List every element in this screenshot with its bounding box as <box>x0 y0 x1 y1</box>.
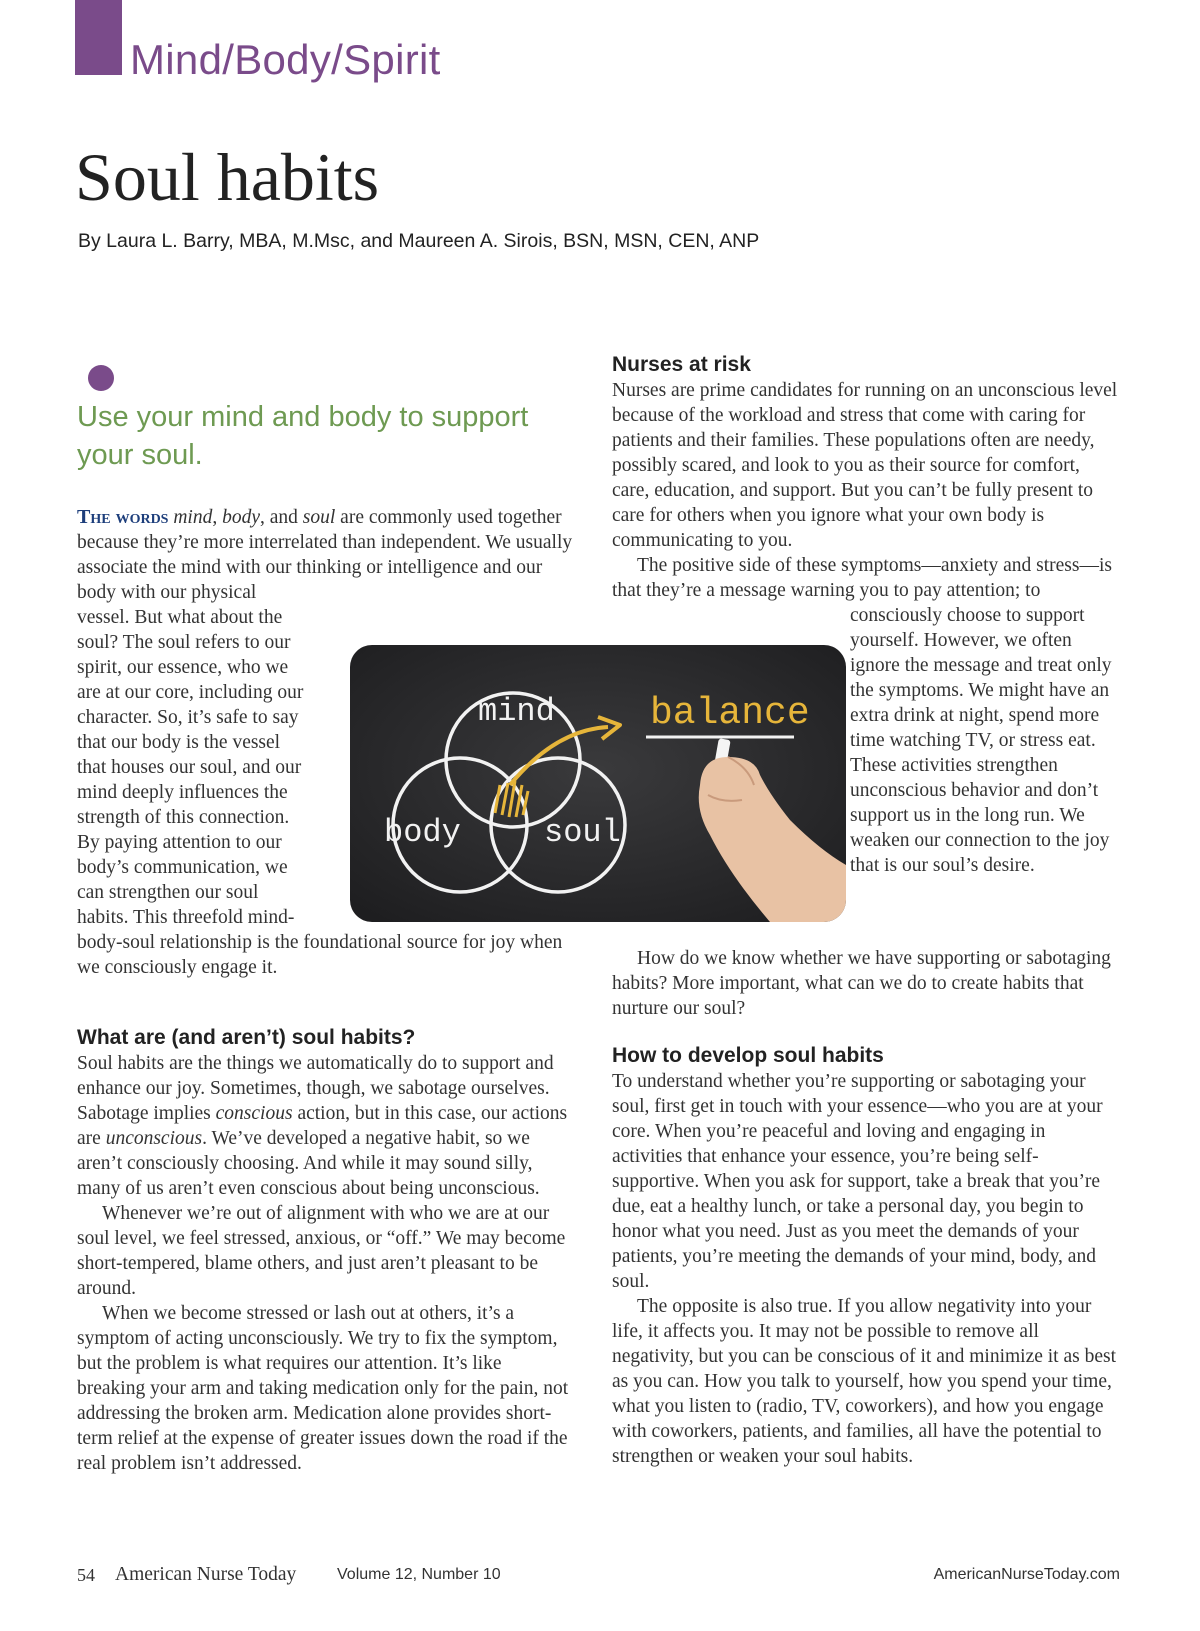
text-fragment: Soul habits are the things we automatically do to support and enhance our joy. Sometimes, though, we sabotage ourselves. Sabotage implies <box>77 1053 554 1124</box>
article-title: Soul habits <box>75 139 380 215</box>
text-fragment: are commonly used together because they’re more interrelated than independent. We usually associate the mind with our thinking or intelligence and our body with our physical vessel. But what about the soul? The soul refers to our spirit, our essence, who we are at our core, including our character. So, it’s safe to say that our body is the vessel that houses our soul, and our mind deeply influences the strength of this connection. By paying attention to our body’s communication, we can strengthen our soul habits. This threefold mind-body-soul relationship is the foundational source for joy when we consciously engage it. <box>77 507 573 978</box>
term-mind: mind <box>173 507 213 528</box>
venn-diagram-illustration <box>350 645 846 922</box>
emphasis: unconscious <box>105 1128 203 1149</box>
subhead-nurses-at-risk: Nurses at risk <box>612 353 751 376</box>
magazine-name: American Nurse Today <box>115 1564 297 1585</box>
website-url: AmericanNurseToday.com <box>933 1566 1120 1583</box>
term-body: body <box>222 507 260 528</box>
paragraph: How do we know whether we have supporting or sabotaging habits? More important, what can we do to create habits that nurture our soul? <box>612 948 1111 1019</box>
byline: By Laura L. Barry, MBA, M.Msc, and Maureen A. Sirois, BSN, MSN, CEN, ANP <box>78 230 760 252</box>
paragraph <box>77 1051 572 1201</box>
left-column-lower <box>77 1025 572 1476</box>
text-fragment: . We’ve developed a negative habit, so we aren’t consciously choosing. And while it may sound silly, many of us aren’t even conscious about being unconscious. <box>77 1128 540 1199</box>
text-fragment: , and <box>260 507 303 528</box>
bullet-dot-icon <box>88 365 114 391</box>
chalkboard-venn-image <box>350 645 846 922</box>
pull-quote: Use your mind and body to support your soul. <box>77 401 529 471</box>
volume-info: Volume 12, Number 10 <box>337 1566 501 1583</box>
text-fragment: , <box>212 507 223 528</box>
paragraph: Whenever we’re out of alignment with who we are at our soul level, we feel stressed, anxious, or “off.” We may become short-tempered, blame others, and just aren’t pleasant to be around. <box>77 1203 566 1299</box>
paragraph: To understand whether you’re supporting or sabotaging your soul, first get in touch with your essence—who you are at your core. When you’re peaceful and loving and engaging in activities that enhance your essence, you’re being self-supportive. When you ask for support, take a break that you’re due, eat a healthy lunch, or take a personal day, you begin to honor what you need. Just as you meet the demands of your patients, you’re meeting the demands of your mind, body, and soul. <box>612 1071 1103 1292</box>
text-fragment: action, but in this case, our actions are <box>77 1103 568 1149</box>
soul-label: soul <box>544 814 621 851</box>
mind-label: mind <box>478 693 555 730</box>
subhead-develop-soul-habits: How to develop soul habits <box>612 1044 884 1067</box>
paragraph: When we become stressed or lash out at others, it’s a symptom of acting unconsciously. We try to fix the symptom, but the problem is what requires our attention. It’s like breaking your arm and taking medication only for the pain, not addressing the broken arm. Medication alone provides short-term relief at the expense of greater issues down the road if the real problem isn’t addressed. <box>77 1303 569 1474</box>
paragraph: The opposite is also true. If you allow negativity into your life, it affects you. It may not be possible to remove all negativity, but you can be conscious of it and minimize it as best as you can. How you talk to yourself, how you spend your time, what you listen to (radio, TV, coworkers), and how you engage with coworkers, patients, and families, all have the potential to strengthen or weaken your soul habits. <box>612 1296 1117 1467</box>
body-label: body <box>384 814 461 851</box>
section-color-bar <box>75 0 122 75</box>
paragraph: Nurses are prime candidates for running on an unconscious level because of the workload and stress that come with caring for patients and their families. These populations often are needy, possibly scared, and look to you as their source for comfort, care, education, and support. But you can’t be fully present to care for others when you ignore what your own body is communicating to you. <box>612 380 1118 551</box>
subhead-soul-habits: What are (and aren’t) soul habits? <box>77 1026 416 1049</box>
section-label: Mind/Body/Spirit <box>130 36 441 83</box>
paragraph: The positive side of these symptoms—anxiety and stress—is that they’re a message warning you to pay attention; to consciously choose to support yourself. However, we often ignore the message and treat only the symptoms. We might have an extra drink at night, spend more time watching TV, or stress eat. These activities strengthen unconscious behavior and don’t support us in the long run. We weaken our connection to the joy that is our soul’s desire. <box>612 555 1112 876</box>
term-soul: soul <box>302 507 336 528</box>
emphasis: conscious <box>215 1103 293 1124</box>
lead-words: The words <box>77 506 169 528</box>
balance-label: balance <box>650 692 810 735</box>
page-number: 54 <box>77 1565 95 1585</box>
